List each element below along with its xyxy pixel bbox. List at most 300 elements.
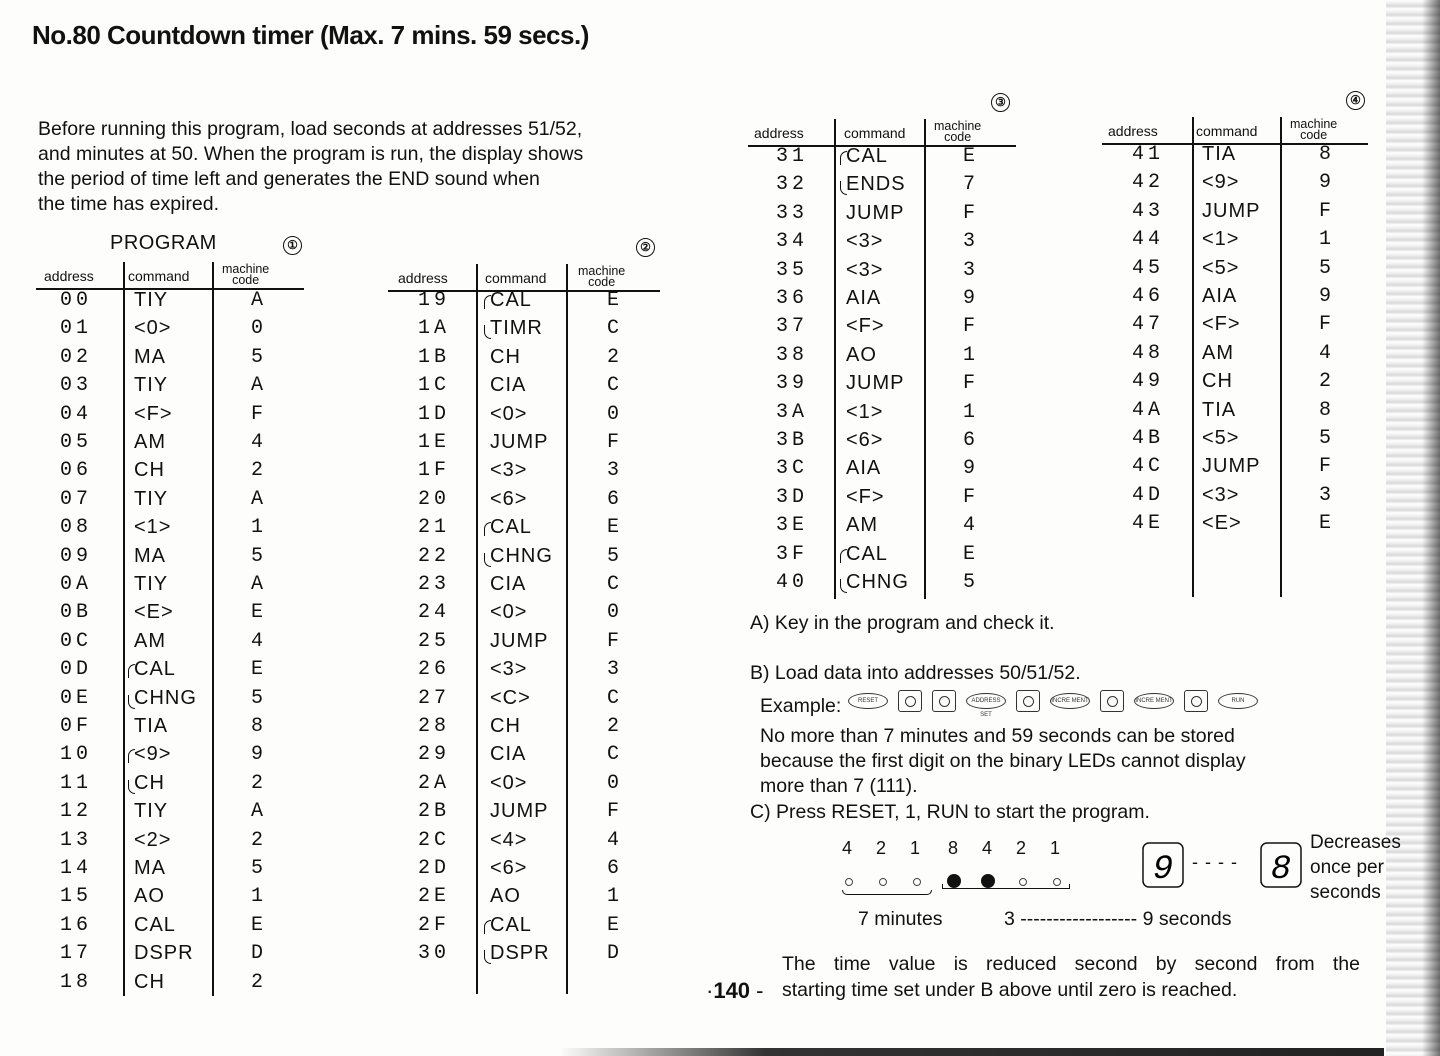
row-address: 2E — [418, 885, 451, 909]
table-row — [1102, 257, 1368, 285]
seven-segment-display-from — [1142, 842, 1184, 888]
table-row — [1102, 342, 1368, 370]
row-machine-code: F — [606, 800, 619, 824]
row-machine-code: A — [250, 289, 263, 312]
header-machine-code-line: code — [232, 273, 260, 287]
example-key-sequence — [848, 690, 1258, 718]
row-command: AO — [134, 885, 165, 908]
row-machine-code: E — [962, 542, 975, 566]
row-address: 4D — [1132, 483, 1165, 507]
row-machine-code: 1 — [250, 885, 263, 909]
header-address: address — [44, 268, 94, 284]
row-address: 09 — [60, 544, 93, 568]
row-address: 4C — [1132, 455, 1165, 479]
table-row — [388, 630, 660, 658]
row-address: 24 — [418, 601, 451, 625]
row-address: 37 — [776, 315, 809, 339]
table-row — [388, 431, 660, 459]
row-command: DSPR — [134, 942, 194, 965]
row-machine-code: F — [962, 201, 975, 225]
row-address: 3F — [776, 542, 809, 566]
row-command: JUMP — [846, 201, 905, 224]
led-off — [879, 878, 887, 886]
table-row — [36, 658, 304, 686]
table-row — [1102, 228, 1368, 256]
table-row — [388, 715, 660, 743]
row-address: 23 — [418, 573, 451, 596]
header-address: address — [1108, 123, 1158, 139]
row-address: 31 — [776, 145, 809, 168]
table-header — [388, 260, 660, 292]
row-command: <C> — [490, 686, 531, 709]
call-bracket — [484, 920, 491, 934]
row-machine-code: F — [962, 372, 975, 396]
table-row — [388, 829, 660, 857]
row-command: CH — [134, 771, 165, 794]
row-command: AIA — [1202, 285, 1238, 307]
row-address: 3B — [776, 429, 809, 452]
row-command: CHNG — [134, 686, 197, 709]
table-row — [748, 145, 1016, 173]
table-row — [36, 857, 304, 885]
row-command: JUMP — [1202, 455, 1261, 478]
table-row — [388, 289, 660, 317]
row-address: 0D — [60, 658, 93, 682]
decreases-line: Decreases — [1310, 832, 1401, 853]
row-address: 4A — [1132, 398, 1165, 422]
intro-paragraph — [38, 117, 653, 217]
intro-line: the period of time left and generates the END sound when — [38, 168, 540, 190]
row-machine-code: 9 — [1318, 171, 1331, 195]
table-row — [748, 287, 1016, 315]
table-row — [36, 346, 304, 374]
led-weight-label: 2 — [1016, 838, 1027, 858]
row-address: 15 — [60, 885, 93, 909]
table-row — [388, 914, 660, 942]
header-machine-code-line: machine — [578, 264, 626, 278]
row-machine-code: C — [606, 573, 619, 596]
table-row — [388, 573, 660, 601]
row-command: JUMP — [846, 372, 905, 395]
row-machine-code: E — [962, 145, 975, 168]
row-address: 3D — [776, 485, 809, 509]
led-off — [845, 878, 853, 886]
header-address: address — [398, 270, 448, 286]
row-command: CH — [134, 459, 165, 482]
row-command: TIA — [134, 715, 169, 737]
led-weight-label: 8 — [948, 838, 959, 858]
table-marker: ③ — [991, 93, 1010, 112]
row-command: <0> — [490, 402, 528, 425]
table-row — [748, 543, 1016, 571]
row-command: AIA — [846, 457, 882, 480]
header-command: command — [485, 270, 547, 286]
table-row — [36, 715, 304, 743]
row-machine-code: 2 — [250, 828, 263, 852]
row-address: 48 — [1132, 341, 1165, 365]
row-command: MA — [134, 857, 166, 879]
row-machine-code: 0 — [606, 771, 619, 795]
page-number — [706, 978, 764, 1004]
row-machine-code: 1 — [962, 400, 975, 424]
table-row — [748, 315, 1016, 343]
row-command: <2> — [134, 828, 172, 851]
row-address: 0C — [60, 629, 93, 653]
countdown-dashes: - - - - — [1192, 852, 1238, 872]
page-bottom-shadow — [560, 1048, 1384, 1056]
row-address: 19 — [418, 289, 451, 312]
row-command: AO — [846, 343, 877, 366]
row-machine-code: 5 — [606, 544, 619, 568]
row-address: 2F — [418, 913, 451, 937]
note-line: more than 7 (111). — [760, 775, 918, 797]
row-machine-code: E — [250, 601, 263, 625]
decreases-line: seconds — [1310, 882, 1381, 903]
row-command: <6> — [490, 487, 528, 510]
table-row — [748, 514, 1016, 542]
table-row — [36, 573, 304, 601]
row-machine-code: 9 — [250, 743, 263, 767]
row-machine-code: C — [606, 743, 619, 767]
key-switch-icon — [1100, 690, 1124, 712]
key-button-icon: RUN — [1218, 693, 1258, 709]
row-command: TIA — [1202, 143, 1237, 165]
program-table-3 — [748, 95, 1016, 601]
row-machine-code: E — [250, 658, 263, 682]
row-command: MA — [134, 345, 166, 368]
led-off — [913, 878, 921, 886]
row-machine-code: 2 — [606, 715, 619, 738]
row-machine-code: F — [250, 402, 263, 426]
row-machine-code: 4 — [250, 629, 263, 653]
row-address: 16 — [60, 913, 93, 937]
key-button-icon: INCRE MENT — [1134, 693, 1174, 709]
minutes-bracket — [842, 890, 932, 895]
key-button-icon: ADDRESS SET — [966, 693, 1006, 709]
row-address: 04 — [60, 402, 93, 426]
row-command: JUMP — [1202, 199, 1261, 222]
row-machine-code: C — [606, 686, 619, 710]
row-machine-code: 5 — [1318, 427, 1331, 450]
row-machine-code: 1 — [962, 343, 975, 367]
led-weight-label: 4 — [842, 838, 853, 858]
row-command: <0> — [490, 771, 528, 794]
row-command: <3> — [1202, 483, 1240, 506]
row-machine-code: E — [606, 913, 619, 937]
row-address: 3E — [776, 514, 809, 538]
row-command: DSPR — [490, 942, 550, 965]
table-row — [36, 800, 304, 828]
row-command: <9> — [134, 743, 172, 766]
led-weight-label: 4 — [982, 838, 993, 858]
table-row — [1102, 512, 1368, 540]
table-row — [36, 630, 304, 658]
page-number-value: 140 — [713, 978, 751, 1003]
row-command: CAL — [846, 145, 888, 167]
row-address: 4E — [1132, 512, 1165, 536]
row-machine-code: 0 — [606, 601, 619, 625]
row-address: 26 — [418, 658, 451, 682]
row-command: ENDS — [846, 173, 906, 196]
decreases-note — [1310, 830, 1401, 905]
led-weight-label: 1 — [910, 838, 921, 858]
step-a: A) Key in the program and check it. — [750, 612, 1055, 634]
row-command: TIY — [134, 374, 169, 397]
table-row — [388, 459, 660, 487]
row-machine-code: 2 — [250, 970, 263, 994]
row-address: 01 — [60, 317, 93, 341]
row-machine-code: 1 — [606, 885, 619, 909]
note-line: because the first digit on the binary LEDs cannot display — [760, 750, 1246, 772]
row-address: 1F — [418, 459, 451, 483]
table-row — [36, 488, 304, 516]
row-address: 32 — [776, 173, 809, 197]
row-address: 1B — [418, 345, 451, 369]
row-command: CHNG — [490, 544, 553, 567]
row-address: 36 — [776, 287, 809, 310]
row-machine-code: 9 — [962, 457, 975, 481]
row-command: AIA — [846, 287, 882, 309]
table-header — [1102, 113, 1368, 145]
header-machine-code — [578, 266, 625, 288]
row-command: <F> — [846, 315, 885, 338]
table-row — [1102, 200, 1368, 228]
row-machine-code: F — [606, 629, 619, 653]
digit-to: 8 — [1270, 851, 1292, 888]
row-machine-code: 7 — [962, 173, 975, 197]
program-title: PROGRAM — [110, 232, 217, 254]
header-machine-code-line: code — [1300, 128, 1328, 142]
row-address: 1C — [418, 374, 451, 398]
table-row — [748, 230, 1016, 258]
row-command: AM — [1202, 341, 1234, 364]
key-button-icon: RESET — [848, 693, 888, 709]
header-command: command — [844, 125, 906, 141]
table-row — [388, 800, 660, 828]
row-address: 11 — [60, 771, 93, 795]
row-command: CHNG — [846, 571, 909, 593]
row-command: CAL — [490, 516, 532, 539]
table-row — [748, 173, 1016, 201]
row-machine-code: F — [606, 431, 619, 454]
row-address: 34 — [776, 230, 809, 254]
row-command: JUMP — [490, 431, 549, 453]
row-machine-code: 3 — [606, 658, 619, 682]
row-address: 17 — [60, 942, 93, 966]
table-row — [388, 857, 660, 885]
row-machine-code: 5 — [250, 857, 263, 880]
row-machine-code: F — [1318, 199, 1331, 223]
row-address: 49 — [1132, 370, 1165, 394]
row-machine-code: 2 — [250, 459, 263, 483]
call-bracket — [128, 780, 135, 794]
led-weight-label: 1 — [1050, 838, 1061, 858]
call-bracket — [128, 695, 135, 709]
row-command: <1> — [846, 400, 884, 423]
table-row — [1102, 370, 1368, 398]
row-address: 33 — [776, 201, 809, 225]
row-command: CH — [1202, 370, 1233, 393]
row-address: 3C — [776, 457, 809, 481]
row-command: TIMR — [490, 317, 543, 340]
row-address: 07 — [60, 487, 93, 511]
table-row — [36, 545, 304, 573]
table-row — [388, 743, 660, 771]
row-address: 13 — [60, 828, 93, 852]
call-bracket — [484, 553, 491, 567]
table-row — [388, 942, 660, 970]
page-title: No.80 Countdown timer (Max. 7 mins. 59 secs.) — [32, 20, 589, 50]
table-row — [388, 658, 660, 686]
key-switch-icon — [898, 690, 922, 712]
row-command: CH — [490, 345, 521, 368]
row-machine-code: 1 — [250, 516, 263, 540]
row-machine-code: 5 — [962, 571, 975, 594]
row-command: <5> — [1202, 256, 1240, 279]
seconds-bracket — [942, 884, 1070, 889]
row-machine-code: 4 — [250, 431, 263, 454]
table-row — [1102, 171, 1368, 199]
table-row — [1102, 285, 1368, 313]
table-row — [748, 202, 1016, 230]
table-row — [1102, 313, 1368, 341]
call-bracket — [484, 522, 491, 536]
row-address: 29 — [418, 743, 451, 767]
key-switch-icon — [932, 690, 956, 712]
table-row — [36, 431, 304, 459]
row-machine-code: E — [606, 516, 619, 540]
row-machine-code: F — [1318, 313, 1331, 337]
row-address: 2D — [418, 857, 451, 880]
row-machine-code: E — [250, 913, 263, 937]
table-row — [36, 403, 304, 431]
key-switch-icon — [1184, 690, 1208, 712]
row-command: <9> — [1202, 171, 1240, 194]
row-machine-code: 8 — [1318, 398, 1331, 422]
step-c: C) Press RESET, 1, RUN to start the program. — [750, 801, 1150, 823]
row-command: <3> — [490, 459, 528, 482]
row-command: <0> — [490, 601, 528, 624]
row-machine-code: A — [250, 800, 263, 824]
row-address: 43 — [1132, 199, 1165, 223]
row-address: 2A — [418, 771, 451, 795]
seconds-label: 3 ------------------ 9 seconds — [1004, 908, 1232, 930]
key-button-icon: INCRE MENT — [1050, 693, 1090, 709]
table-row — [748, 344, 1016, 372]
row-command: CAL — [134, 658, 176, 681]
decreases-line: once per — [1310, 857, 1384, 878]
row-command: <3> — [490, 658, 528, 681]
row-address: 06 — [60, 459, 93, 483]
row-machine-code: E — [1318, 512, 1331, 536]
note-line: No more than 7 minutes and 59 seconds can be stored — [760, 725, 1235, 747]
row-address: 21 — [418, 516, 451, 540]
row-machine-code: 6 — [962, 429, 975, 452]
table-row — [748, 372, 1016, 400]
row-address: 1D — [418, 402, 451, 426]
intro-line: the time has expired. — [38, 193, 220, 215]
header-command: command — [128, 268, 190, 284]
table-row — [388, 346, 660, 374]
page-number-dash: · — [706, 978, 714, 1003]
header-machine-code — [934, 121, 981, 143]
table-row — [1102, 399, 1368, 427]
row-address: 00 — [60, 289, 93, 312]
row-machine-code: D — [250, 942, 263, 966]
row-machine-code: 6 — [606, 487, 619, 511]
call-bracket — [840, 151, 847, 165]
row-address: 1E — [418, 431, 451, 454]
table-row — [36, 687, 304, 715]
row-address: 25 — [418, 629, 451, 653]
row-machine-code: 5 — [250, 544, 263, 568]
row-address: 42 — [1132, 171, 1165, 195]
minutes-label: 7 minutes — [858, 908, 943, 930]
row-machine-code: 2 — [1318, 370, 1331, 394]
row-machine-code: A — [250, 487, 263, 511]
row-address: 08 — [60, 516, 93, 540]
table-row — [388, 885, 660, 913]
row-machine-code: 3 — [1318, 483, 1331, 507]
table-row — [748, 457, 1016, 485]
table-row — [388, 601, 660, 629]
table-row — [388, 772, 660, 800]
table-row — [36, 885, 304, 913]
row-command: JUMP — [490, 800, 549, 823]
table-row — [1102, 427, 1368, 455]
row-command: AM — [134, 431, 166, 453]
row-command: <3> — [846, 258, 884, 281]
row-command: AM — [846, 514, 878, 537]
row-command: <3> — [846, 230, 884, 253]
row-address: 40 — [776, 571, 809, 594]
row-address: 20 — [418, 487, 451, 511]
row-address: 0E — [60, 686, 93, 710]
row-command: CH — [490, 715, 521, 737]
row-command: <F> — [1202, 313, 1241, 336]
row-machine-code: 8 — [250, 715, 263, 738]
row-command: <1> — [1202, 228, 1240, 251]
row-machine-code: 0 — [250, 317, 263, 341]
row-address: 2C — [418, 828, 451, 852]
row-command: CAL — [490, 913, 532, 936]
row-address: 38 — [776, 343, 809, 367]
row-command: CIA — [490, 374, 527, 397]
row-command: <E> — [134, 601, 174, 624]
row-command: <F> — [134, 402, 173, 425]
row-machine-code: F — [962, 315, 975, 339]
row-command: AM — [134, 629, 166, 652]
table-row — [36, 601, 304, 629]
row-command: TIY — [134, 487, 169, 510]
row-machine-code: 8 — [1318, 143, 1331, 166]
program-table-1 — [36, 232, 304, 998]
row-address: 0B — [60, 601, 93, 625]
row-command: <5> — [1202, 427, 1240, 449]
row-command: TIY — [134, 289, 169, 311]
row-machine-code: A — [250, 573, 263, 596]
row-machine-code: 6 — [606, 857, 619, 880]
closing-line: starting time set under B above until zero is reached. — [782, 979, 1238, 1001]
table-row — [748, 401, 1016, 429]
row-address: 02 — [60, 345, 93, 369]
table-row — [36, 829, 304, 857]
table-row — [388, 374, 660, 402]
header-machine-code — [1290, 119, 1337, 141]
table-row — [36, 459, 304, 487]
row-machine-code: 5 — [250, 686, 263, 710]
row-address: 28 — [418, 715, 451, 738]
